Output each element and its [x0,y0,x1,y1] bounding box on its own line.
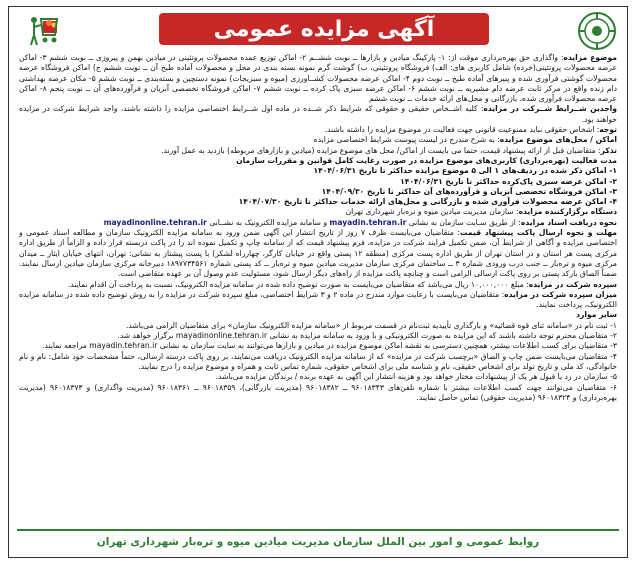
subject-paragraph [19,53,617,104]
organizer-paragraph [19,207,617,217]
places-text: : به شرح مندرج در لیست پیوست شرایط اختصاصی مزایده [313,135,500,145]
places-label: اماکن / محل‌های موضوع مزایده [499,135,617,145]
other-item: ۳- متقاضیان برای کسب اطلاعات بیشتر، همچنین دسترسی به نقشه اماکن موضوع مزایده در میادین و بازارها می‌توانند به سایت سازمان به نشانی mayadin.tehran.ir مراجعه نمایند. [42,341,617,351]
notice-body [19,53,617,523]
online-site-link[interactable]: mayadinonline.tehran.ir [103,217,207,227]
footer-text: روابط عمومی و امور بین الملل سازمان مدیریت میادین میوه و تره‌بار شهرداری تهران [96,536,540,548]
auction-notice [8,6,628,558]
deadline-paragraph [19,228,617,279]
deposit-label: سپرده شرکت در مزایده [528,279,617,289]
activity-item: ۲- اماکن عرضه سبزی پاک‌کرده حداکثر تا تاریخ ۱۴۰۴/۰۶/۳۱ [400,176,617,186]
other-item: ۴- متقاضیان می‌بایست ضمن چاپ و الصاق «برچسب شرکت در مزایده» که از سامانه مزایده الکترونیک دریافت می‌نمایند، بر روی پاکت درسته ارسالی، حتماً مشخصات خود شامل: نام و نام خانوادگی، کد ملی و تاریخ تولد برای اشخاص حقیقی، نام و شناسه ملی برای اشخاص حقوقی، شماره تماس ثابت و همراه و موضوع مزایده را درج نمایند. [19,351,617,371]
note-label: توجه [599,125,617,135]
notice-header [9,7,627,53]
eligibility-text: : کلیه اشــخاص حقیقی و حقوقی که شرایط ذکر شــده در ماده اول شــرایط اختصاصی مزایده را داشته باشند، واجد شرایط شرکت در مزایده خواهند بود. [19,104,617,124]
activity-item: ۱- اماکن ذکر شده در ردیف‌های ۱ الی ۵ موضوع مزایده حداکثر تا تاریخ ۱۴۰۴/۰۶/۳۱ [313,166,617,176]
remark-text: : متقاضیان قبل از ارائه پیشنهاد قیمت، حتما می بایست از اماکن/ محل های موضوع مزایده (میادین و بازارهای مربوطه) بازدید به عمل آورند. [161,145,601,155]
note-text: : اشخاص حقوقی نباید ممنوعیت قانونی جهت فعالیت در موضوع مزایده را داشته باشند. [324,125,600,135]
remark-label: تذکر [600,145,617,155]
activity-label: مدت فعالیت (بهره‌برداری) کاربری‌های موضوع مزایده در صورت رعایت کامل قوانین و مقررات سازمان [236,155,617,165]
eligibility-label: واجدین شــرایط شــرکت در مزایده [483,104,617,114]
notice-title: آگهی مزایده عمومی [159,13,489,45]
minimum-paragraph [19,290,617,311]
deposit-text: : مبلغ ۱۰,۰۰۰,۰۰۰ ریال می‌باشد که متقاضیان می‌بایست به صورت توضیح داده شده در سامانه مزایده الکترونیک، نسبت به پرداخت آن اقدام نمایند. [67,279,529,289]
activity-item: ۳- اماکن فروشگاه تخصصی آبزیان و فرآورده‌های آن حداکثر تا تاریخ ۱۴۰۴/۰۹/۳۰ [321,186,617,196]
places-paragraph [19,135,617,145]
organizer-text: : سازمان مدیریت میادین میوه و تره‌بار شهرداری تهران [345,207,519,217]
shopping-cart-icon [27,13,63,49]
minimum-text: : متقاضیان می‌بایست با رعایت موارد مندرج در ماده ۲ و ۳ شرایط اختصاصی، مبلغ سپرده شرکت در مزایده را به روش توضیح داده شده در سامانه مزایده الکترونیک، پرداخت نمایند. [19,289,617,310]
docs-paragraph [19,218,617,228]
other-item: ۵- سازمان در رد یا قبول هر یک از پیشنهادات مختار خواهد بود و هزینه انتشار این آگهی به عهده برنده / برندگان مزایده می‌باشد. [215,372,617,382]
organizer-label: دستگاه برگزارکننده مزایده [518,207,617,217]
other-label: سایر موارد [576,310,617,320]
docs-label: نحوه دریافت اسناد مزایده [520,217,617,227]
other-item: ۲- متقاضیان محترم توجه داشته باشند که این مزایده به صورت الکترونیکی و با ورود به سامانه مزایده به نشانی mayadinonline.tehran.ir برگزار خواهد شد. [117,331,617,341]
subject-text: : واگذاری حق بهره‌برداری موقت از: ۱- پارکینگ میادین و بازارها ــ نوبت ششــم ۲- اماکن توزیع عمده محصولات پروتئینی در میادین بهمن و پیروزی ــ نوبت ششم ۳- اماکن عرضه محصولات پروتئینی(خرده) شامل کاربری های: الف) فروشگاه پروتئینی، ب) گوشت گرم نمونه بسته بندی در محل و محصولات آماده طبخ آن ــ نوبت ششم ج) اماکن فروشگاه عرضه محصولات گوشتی فرآوری شده و پنیرهای آماده طبخ ــ نوبت دوم ۴- اماکن عرضه محصولات کشــاورزی (میوه و سبزیجات) نمونه دستچین و بسته‌بندی ــ نوبت ششم ۵- مکان عرضه بهداشتی دام زنده واقع در مرکز ثابت عرضه دام مشیریه ــ نوبت ششم ۶- اماکن عرضه سبزی پاک کرده ــ نوبت ششم ۷- اماکن فروشگاه تخصصی آبزیان و فرآورده‌های آن ــ نوبت پنجم ۸- اماکن عرضه محصولات فرآوری شده، بازرگانی و محل‌های ارائه خدمات ــ نوبت ششم [19,53,617,104]
eligibility-paragraph [19,104,617,125]
activity-item: ۴- اماکن عرضه محصولات فرآوری شده و بازرگانی و محل‌های ارائه خدمات حداکثر تا تاریخ ۱۴۰۴/۰۷/۳۰ [238,197,617,207]
other-item: ۶- متقاضیان می‌توانند جهت کسب اطلاعات بیشتر با شماره تلفن‌های ۹۶۰۱۸۳۴۳ ــ ۹۶۰۱۸۳۸۲ (مدیریت بازرگانی)، ۹۶۰۱۸۳۵۹ ــ ۹۶۰۱۸۳۶۱ (مدیریت واگذاری) و ۹۶۰۱۸۳۷۳ (مدیریت بهره‌برداری) و ۹۶۰۱۸۳۲۴ (مدیریت حقوقی) تماس حاصل نمایند. [19,382,617,402]
docs-text-2: و سامانه مزایده الکترونیک به نشــانی [209,217,327,227]
remark-paragraph [19,146,617,156]
tehran-municipality-logo-icon [577,11,617,51]
note-paragraph [19,125,617,135]
deadline-label: مهلت و نحوه ارسال پاکت پیشنهاد قیمت [459,228,617,238]
other-item: ۱- ثبت نام در «سامانه ثنای قوه قضائیه» و بارگذاری تأییدیه ثبت‌نام در قسمت مربوط از «سامانه مزایده الکترونیک سازمان» برای متقاضیان الزامی می‌باشد. [125,320,617,330]
minimum-label: میزان سپرده شرکت در مزایده [504,289,617,299]
docs-text: : از طریق سـایت سازمان به نشانی [408,217,521,227]
deadline-text: : متقاضیان می‌بایست ظرف ۷ روز از تاریخ انتشار این آگهی ضمن ورود به سامانه مزایده الکترونیک سازمان و مطالعه اسناد عمومی و اختصاصی مزایده و آگاهی از شرایط آن، ضمن تکمیل فرایند شرکت در مزایده، فرم پیشنهاد قیمت که از سامانه چاپ و تکمیل نموده اند را در پاکت دربسته قرار داده و الزاماً از طریق اداره مرکزی پست هر استان و در استان تهران از طریق اداره پست مرکزی (منطقه ۱۲ پستی واقع در خیابان کارگر، چهارراه لشکر) با پست پیشتاز به نشانی: تهران، انتهای خیابان ایثار ــ میدان مرکزی میوه و تره‌بار ــ جنب درب ورودی شماره ۳ ــ ساختمان مرکزی سازمان مدیریت میادین میوه و تره‌بار ــ کد پستی شماره ۱۸۹۷۷۳۴۵۶۱ دبیرخانه مرکزی سازمان میادین ارسال نمایند. ضمناً الصاق بارکد پستی بر روی پاکت ارسالی الزامی است و چنانچه پاکت مزایده از راه‌های دیگر ارسال شود، مسئولیت عدم وصول آن بر عهده متقاضی است. [19,228,617,279]
activity-paragraph [19,156,617,166]
site-link[interactable]: mayadin.tehran.ir [329,217,407,227]
deposit-paragraph [19,280,617,290]
subject-label: موضوع مزایده [563,53,617,62]
notice-footer [17,529,619,553]
